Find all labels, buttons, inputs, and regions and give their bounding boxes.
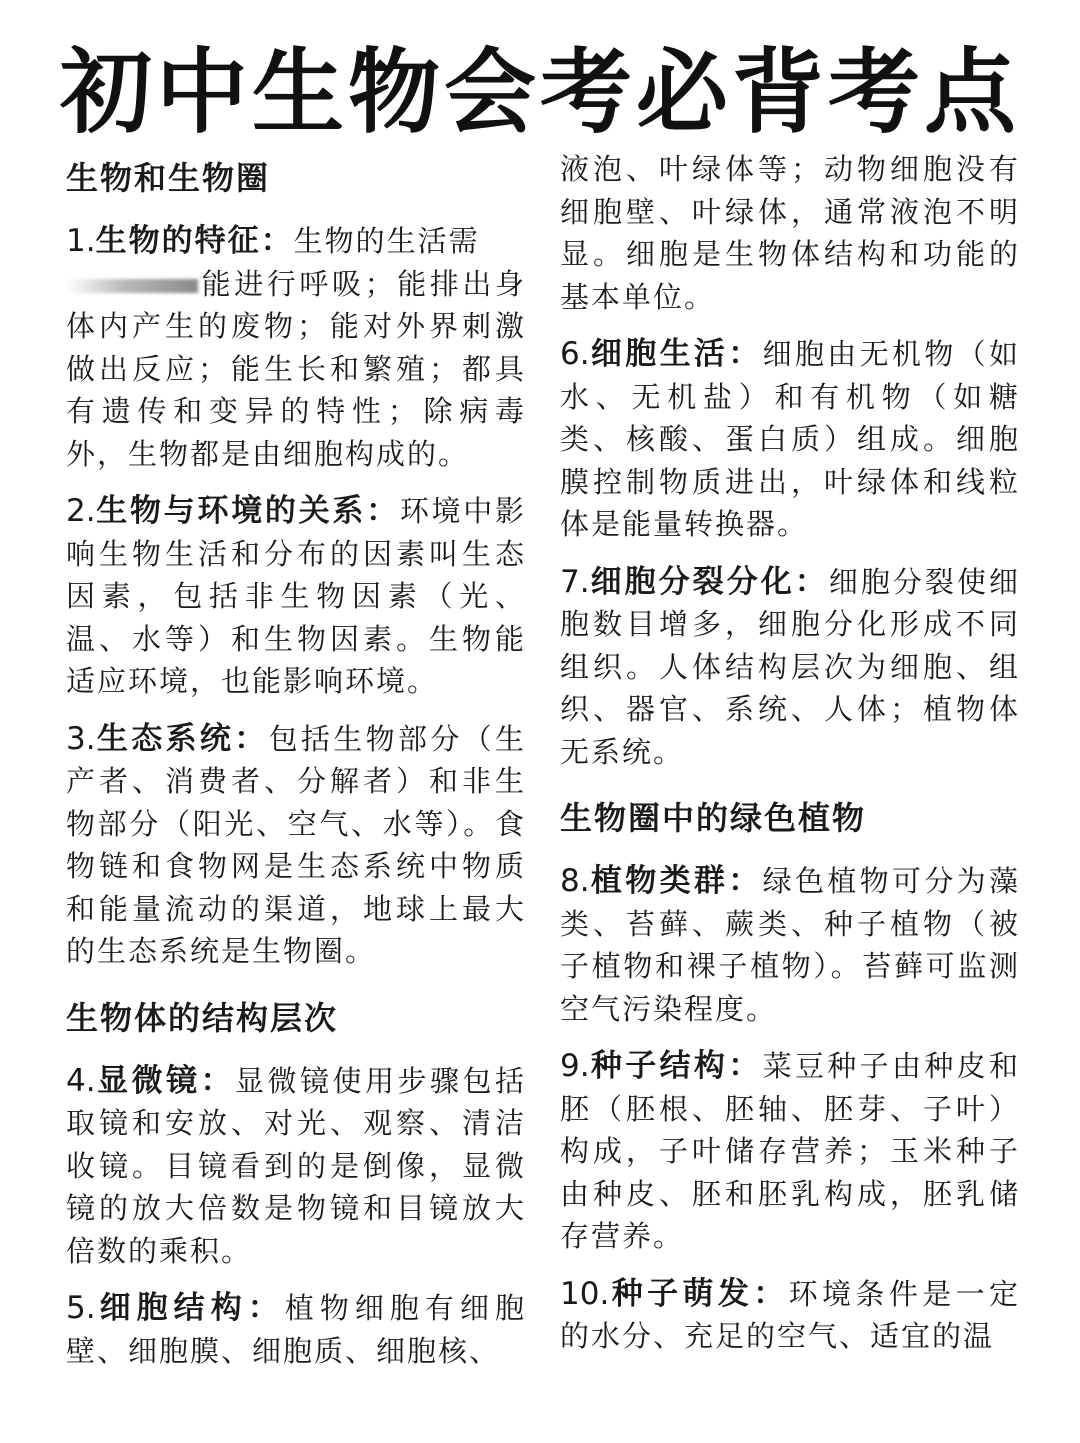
section-heading: 生物和生物圈 — [66, 159, 271, 197]
point-number: 7. — [560, 563, 590, 600]
page-title: 初中生物会考必背考点 — [59, 39, 1020, 146]
point-body: 植物细胞有细胞壁、细胞膜、细胞质、细胞核、 — [66, 1291, 526, 1368]
point-5 — [66, 1287, 526, 1372]
point-body: 生物的生活需 — [293, 224, 480, 258]
point-term: 植物类群： — [589, 863, 763, 899]
point-3 — [66, 718, 526, 973]
point-number: 6. — [560, 336, 590, 372]
point-1 — [66, 220, 526, 475]
point-term: 生物与环境的关系： — [95, 493, 400, 529]
point-term: 显微镜： — [95, 1062, 236, 1099]
blurred-redaction — [66, 279, 198, 293]
point-9 — [560, 1045, 1020, 1258]
point-body: 细胞分裂使细胞数目增多，细胞分化形成不同组织。人体结构层次为细胞、组织、器官、系统、人体；植物体无系统。 — [560, 564, 1020, 769]
point-number: 5. — [66, 1290, 96, 1326]
point-number: 4. — [66, 1062, 96, 1099]
point-number: 9. — [560, 1048, 590, 1084]
point-term: 种子萌发： — [609, 1275, 789, 1312]
point-term: 种子结构： — [589, 1048, 763, 1084]
section-heading: 生物圈中的绿色植物 — [560, 799, 867, 837]
point-term: 生物的特征： — [95, 223, 294, 259]
point-term: 细胞分裂分化： — [589, 563, 829, 600]
point-7 — [560, 561, 1020, 774]
point-number: 1. — [66, 223, 96, 259]
point-body: 环境条件是一定的水分、充足的空气、适宜的温 — [560, 1276, 1020, 1353]
right-column — [560, 148, 1020, 1373]
point-8 — [560, 860, 1020, 1030]
point-body: 显微镜使用步骤包括取镜和安放、对光、观察、清洁收镜。目镜看到的是倒像，显微镜的放大倍数是物镜和目镜放大倍数的乘积。 — [66, 1063, 526, 1268]
point-4 — [66, 1060, 526, 1273]
point-5-continued — [560, 148, 1020, 318]
point-term: 细胞生活： — [589, 336, 763, 372]
point-body: 绿色植物可分为藻类、苔藓、蕨类、种子植物（被子植物和裸子植物）。苔藓可监测空气污染程度。 — [560, 864, 1020, 1026]
point-number: 3. — [66, 720, 96, 757]
point-number: 2. — [66, 493, 96, 529]
point-number: 8. — [560, 863, 590, 899]
point-10 — [560, 1273, 1020, 1358]
point-6 — [560, 333, 1020, 546]
point-term: 生态系统： — [95, 720, 269, 757]
point-number: 10. — [560, 1275, 610, 1312]
point-body: 液泡、叶绿体等；动物细胞没有细胞壁、叶绿体，通常液泡不明显。细胞是生物体结构和功能的基本单位。 — [560, 152, 1020, 314]
section-heading: 生物体的结构层次 — [66, 998, 339, 1037]
point-term: 细胞结构： — [95, 1290, 285, 1326]
point-2 — [66, 490, 526, 703]
point-body: 环境中影响生物生活和分布的因素叫生态因素，包括非生物因素（光、温、水等）和生物因素。生物能适应环境，也能影响环境。 — [66, 494, 526, 698]
point-body: 包括生物部分（生产者、消费者、分解者）和非生物部分（阳光、空气、水等）。食物链和食物网是生态系统中物质和能量流动的渠道，地球上最大的生态系统是生物圈。 — [66, 721, 526, 968]
point-body-continued: 能进行呼吸；能排出身体内产生的废物；能对外界刺激做出反应；能生长和繁殖；都具有遗传和变异的特性；除病毒外，生物都是由细胞构成的。 — [66, 266, 526, 471]
left-column — [66, 148, 526, 1387]
point-body: 细胞由无机物（如水、无机盐）和有机物（如糖类、核酸、蛋白质）组成。细胞膜控制物质进出，叶绿体和线粒体是能量转换器。 — [560, 337, 1020, 541]
point-body: 菜豆种子由种皮和胚（胚根、胚轴、胚芽、子叶）构成，子叶储存营养；玉米种子由种皮、胚和胚乳构成，胚乳储存营养。 — [560, 1049, 1020, 1253]
